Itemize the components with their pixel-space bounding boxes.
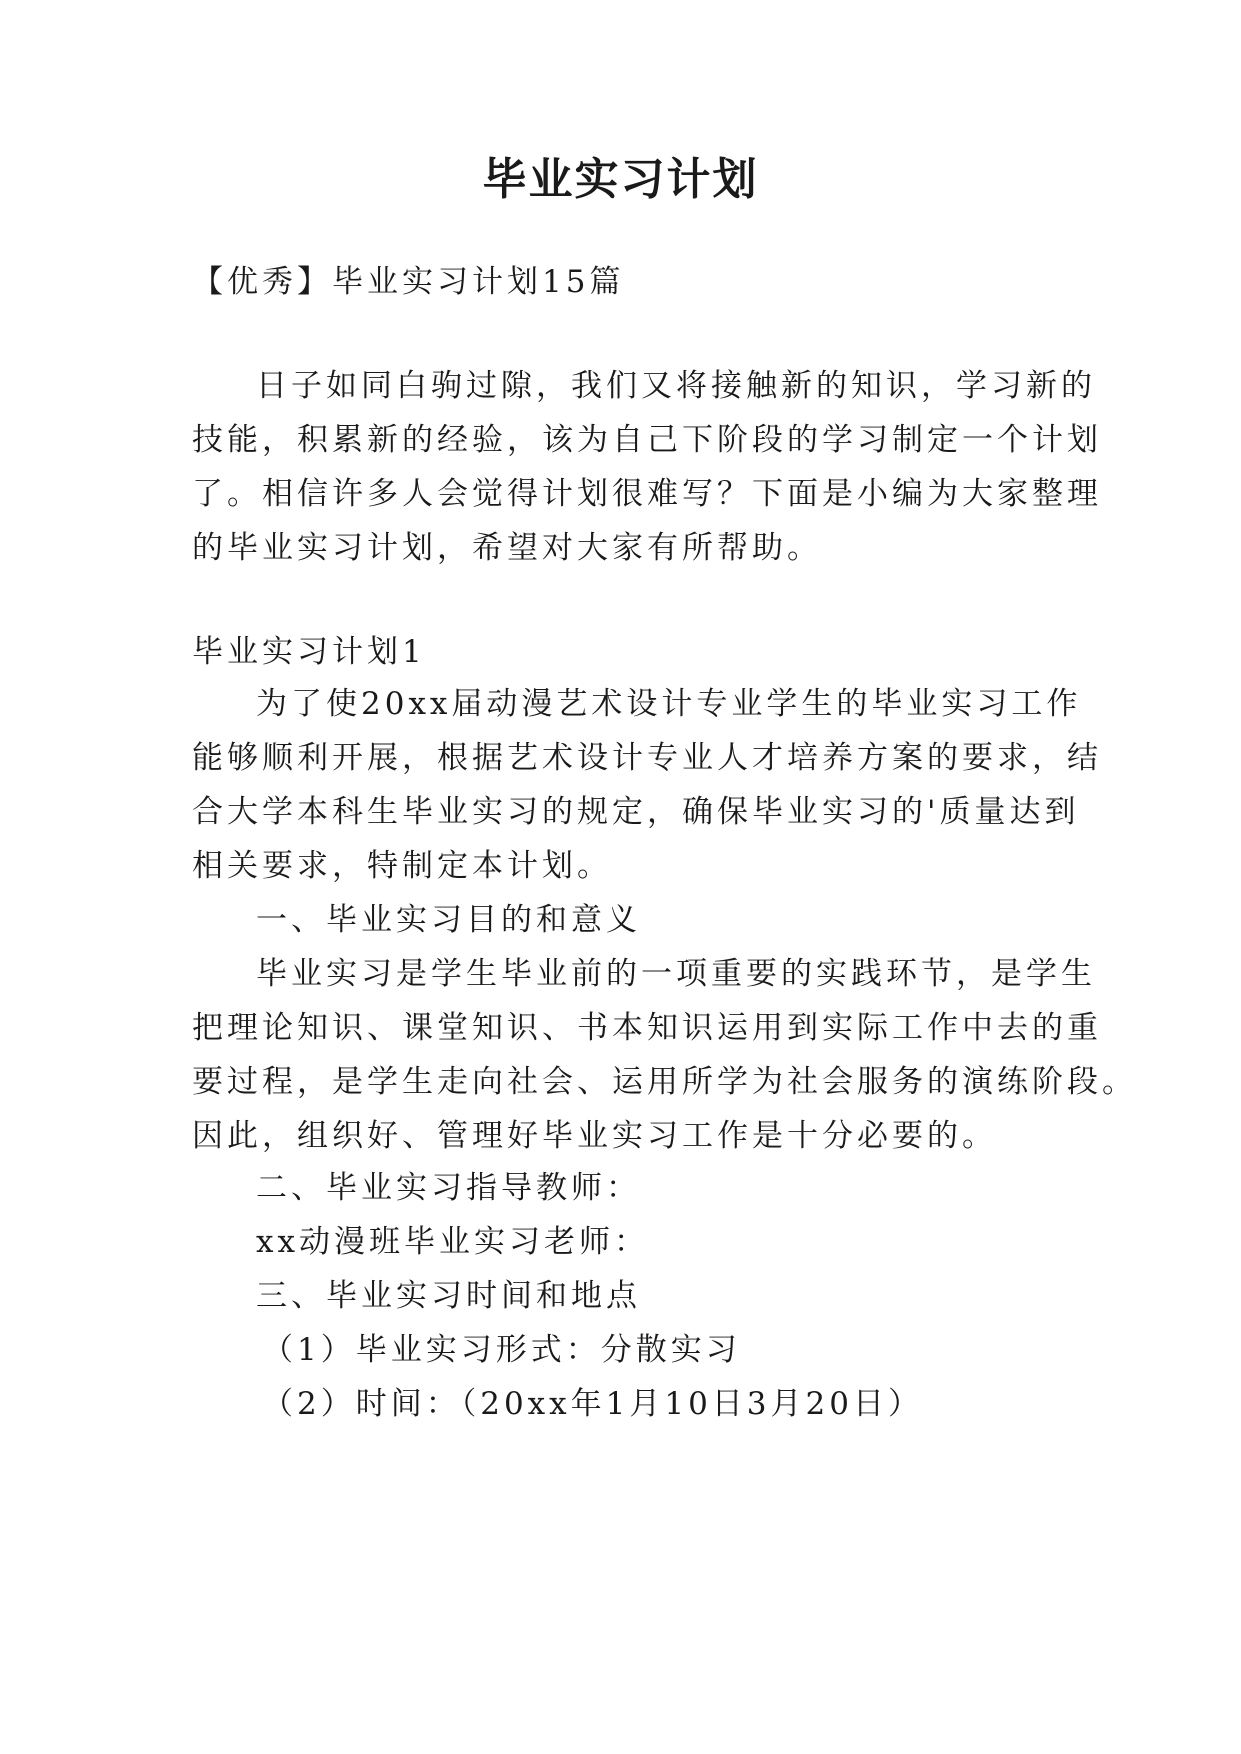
intro-line-2: 技能，积累新的经验，该为自己下阶段的学习制定一个计划 [192, 422, 1102, 458]
item-time: （2）时间：（20xx年1月10日3月20日） [262, 1386, 923, 1422]
document-title: 毕业实习计划 [482, 154, 759, 205]
document-subtitle: 【优秀】毕业实习计划15篇 [192, 264, 625, 300]
para1-line-1: 为了使20xx届动漫艺术设计专业学生的毕业实习工作 [256, 686, 1082, 722]
intro-line-4: 的毕业实习计划，希望对大家有所帮助。 [192, 530, 822, 566]
item-form: （1）毕业实习形式：分散实习 [262, 1332, 741, 1368]
para2-line-1: 毕业实习是学生毕业前的一项重要的实践环节，是学生 [256, 956, 1096, 992]
para1-line-2: 能够顺利开展，根据艺术设计专业人才培养方案的要求，结 [192, 740, 1102, 776]
heading-time-place: 三、毕业实习时间和地点 [256, 1278, 641, 1314]
intro-line-1: 日子如同白驹过隙，我们又将接触新的知识，学习新的 [256, 368, 1096, 404]
para2-line-3: 要过程，是学生走向社会、运用所学为社会服务的演练阶段。 [192, 1064, 1137, 1100]
para1-line-3: 合大学本科生毕业实习的规定，确保毕业实习的'质量达到 [192, 794, 1080, 830]
para1-line-4: 相关要求，特制定本计划。 [192, 848, 612, 884]
heading-purpose: 一、毕业实习目的和意义 [256, 902, 641, 938]
section-heading: 毕业实习计划1 [192, 634, 426, 670]
heading-teachers: 二、毕业实习指导教师： [256, 1170, 641, 1206]
intro-line-3: 了。相信许多人会觉得计划很难写？下面是小编为大家整理 [192, 476, 1102, 512]
para2-line-2: 把理论知识、课堂知识、书本知识运用到实际工作中去的重 [192, 1010, 1102, 1046]
teacher-line: xx动漫班毕业实习老师： [256, 1224, 649, 1260]
para2-line-4: 因此，组织好、管理好毕业实习工作是十分必要的。 [192, 1118, 997, 1154]
